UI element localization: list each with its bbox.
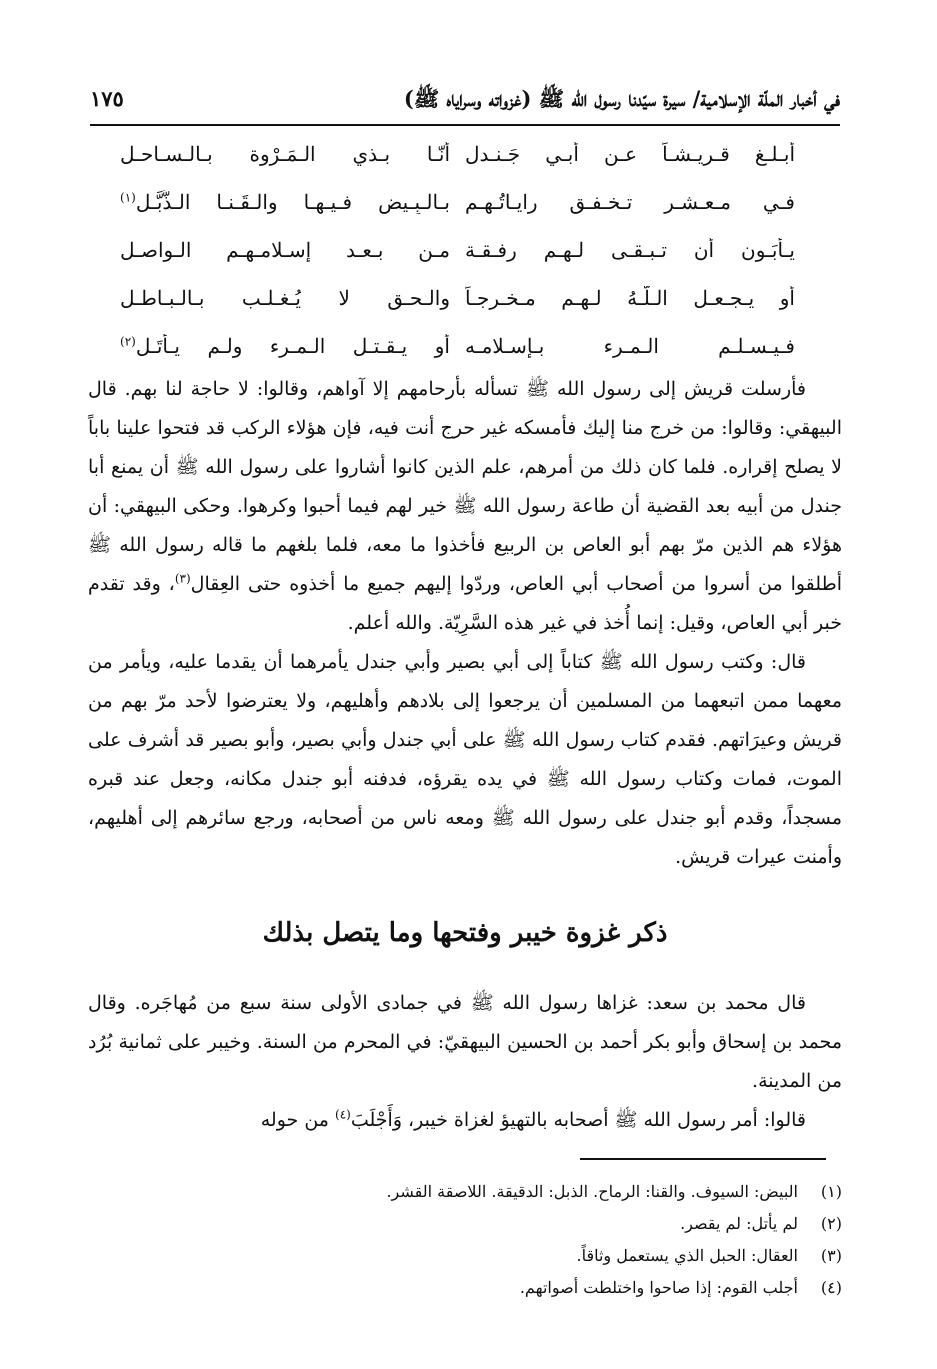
footnote-text: البيض: السيوف. والقنا: الرماح. الذبل: الدقيقة. اللاصقة القشر. (386, 1182, 798, 1201)
paragraph-text: فأرسلت قريش إلى رسول الله ﷺ تسأله بأرحامهم إلا آواهم، وقالوا: لا حاجة لنا بهم. قال البيهقي: وقالوا: من خرج منا إليك فأمسكه غير حرج أنت فيه، فإن هؤلاء الركب قد فتحوا علينا باباً لا يصلح إقراره. فلما كان ذلك من أمرهم، علم الذين كانوا أشاروا على رسول الله ﷺ أن يمنع أبا جندل من أبيه بعد القضية أن طاعة رسول الله ﷺ خير لهم فيما أحبوا وكرهوا. وحكى البيهقي: أن هؤلاء هم الذين مرّ بهم أبو العاص بن الربيع فأخذوا ما معه، فلما بلغهم ما قاله رسول الله ﷺ أطلقوا من أسروا من أصحاب أبي العاص، وردّوا إليهم جميع ما أخذوه حتى العِقال (88, 378, 842, 595)
verse-line (90, 188, 840, 236)
body-text-block (88, 370, 842, 877)
footnote-marker: (٣) (174, 571, 191, 586)
paragraph-text: قالوا: أمر رسول الله ﷺ أصحابه بالتهيؤ لغزاة خيبر، وَأَجْلَبَ (350, 1109, 806, 1131)
footnote-marker: (٤) (335, 1107, 351, 1122)
footnote (88, 1208, 842, 1240)
verse-line (90, 236, 840, 284)
footnote (88, 1272, 842, 1304)
footnotes (88, 1176, 842, 1304)
verse-text: بـالـبِـيض فـيـهـا والـقَـنـا الـذُّبَّـلِ (135, 190, 450, 214)
verse-first-hemistich: أو يـجـعـل الـلّـهُ لـهـم مـخـرجـاً (465, 286, 795, 310)
poem (90, 140, 840, 380)
footnote-marker: (١) (120, 190, 136, 205)
footnote-text: لم يأتل: لم يقصر. (680, 1214, 798, 1233)
paragraph (88, 1101, 842, 1140)
verse-first-hemistich: أبـلـغ قـريـشـاً عـن أبـي جَـنـدل (465, 142, 795, 166)
footnote-marker: (٢) (120, 334, 136, 349)
verse-first-hemistich: يـأبَـون أن تـبـقـى لـهـم رفـقـة (465, 238, 795, 262)
footnote-text: أجلب القوم: إذا صاحوا واختلطت أصواتهم. (519, 1278, 798, 1297)
verse-first-hemistich: فـيـسـلـم الـمـرء بـإسـلامـه (465, 334, 795, 358)
page-number: ١٧٥ (90, 86, 124, 111)
verse-line (90, 284, 840, 332)
paragraph-text: ، وقد تقدم خبر أبي العاص، وقيل: إنما أُخذ في غير هذه السَّرِيّة. والله أعلم. (88, 573, 842, 634)
verse-first-hemistich: فـي مـعـشـرٍ تـخـفـق رايـاتُـهـم (465, 190, 795, 214)
verse-second-hemistich: أنّـا بـذي الـمَـرْوة بـالـسـاحـل (120, 142, 450, 166)
verse-second-hemistich (120, 334, 450, 358)
running-title: في أخبار الملّة الإسلامية/ سيرة سيّدنا رسول الله ﷺ (غزواته وسراياه ﷺ) (403, 86, 840, 111)
footnote-number: (١) (820, 1182, 842, 1201)
verse-text: أو يـقـتـل الـمـرء ولـم يـأتَـلِ (135, 334, 450, 358)
footnote-number: (٢) (820, 1214, 842, 1233)
footnote-number: (٣) (820, 1246, 842, 1265)
body-text-block (88, 984, 842, 1140)
footnote-text: العقال: الحبل الذي يستعمل وثاقاً. (576, 1246, 798, 1265)
footnote (88, 1176, 842, 1208)
section-heading: ذكر غزوة خيبر وفتحها وما يتصل بذلك (262, 918, 668, 948)
page-header (90, 84, 840, 126)
verse-second-hemistich: مـن بـعـد إسـلامـهـم الـواصـلِ (120, 238, 450, 262)
paragraph (88, 370, 842, 643)
verse-second-hemistich (120, 190, 450, 214)
footnote-number: (٤) (820, 1278, 842, 1297)
paragraph-text: من حوله (260, 1109, 336, 1131)
paragraph: قال محمد بن سعد: غزاها رسول الله ﷺ في جمادى الأولى سنة سبع من مُهاجَره. وقال محمد بن إسحاق وأبو بكر أحمد بن الحسين البيهقيّ: في المحرم من السنة. وخيبر على ثمانية بُرُد من المدينة. (88, 992, 842, 1092)
verse-second-hemistich: والـحـق لا يُـغـلـب بـالـبـاطـلِ (120, 286, 450, 310)
paragraph: قال: وكتب رسول الله ﷺ كتاباً إلى أبي بصير وأبي جندل يأمرهما أن يقدما عليه، ويأمر من معهما ممن اتبعهما من المسلمين أن يرجعوا إلى بلادهم وأهليهم، ولا يعترضوا لأحد مرّ بهم من قريش وعيرَاتهم. فقدم كتاب رسول الله ﷺ على أبي جندل وأبي بصير، وأبو بصير قد أشرف على الموت، فمات وكتاب رسول الله ﷺ في يده يقرؤه، فدفنه أبو جندل مكانه، وجعل عند قبره مسجداً، وقدم أبو جندل على رسول الله ﷺ ومعه ناس من أصحابه، ورجع سائرهم إلى أهليهم، وأمنت عيرات قريش. (88, 651, 842, 868)
verse-line (90, 140, 840, 188)
footnote (88, 1240, 842, 1272)
footnote-separator (580, 1158, 826, 1160)
